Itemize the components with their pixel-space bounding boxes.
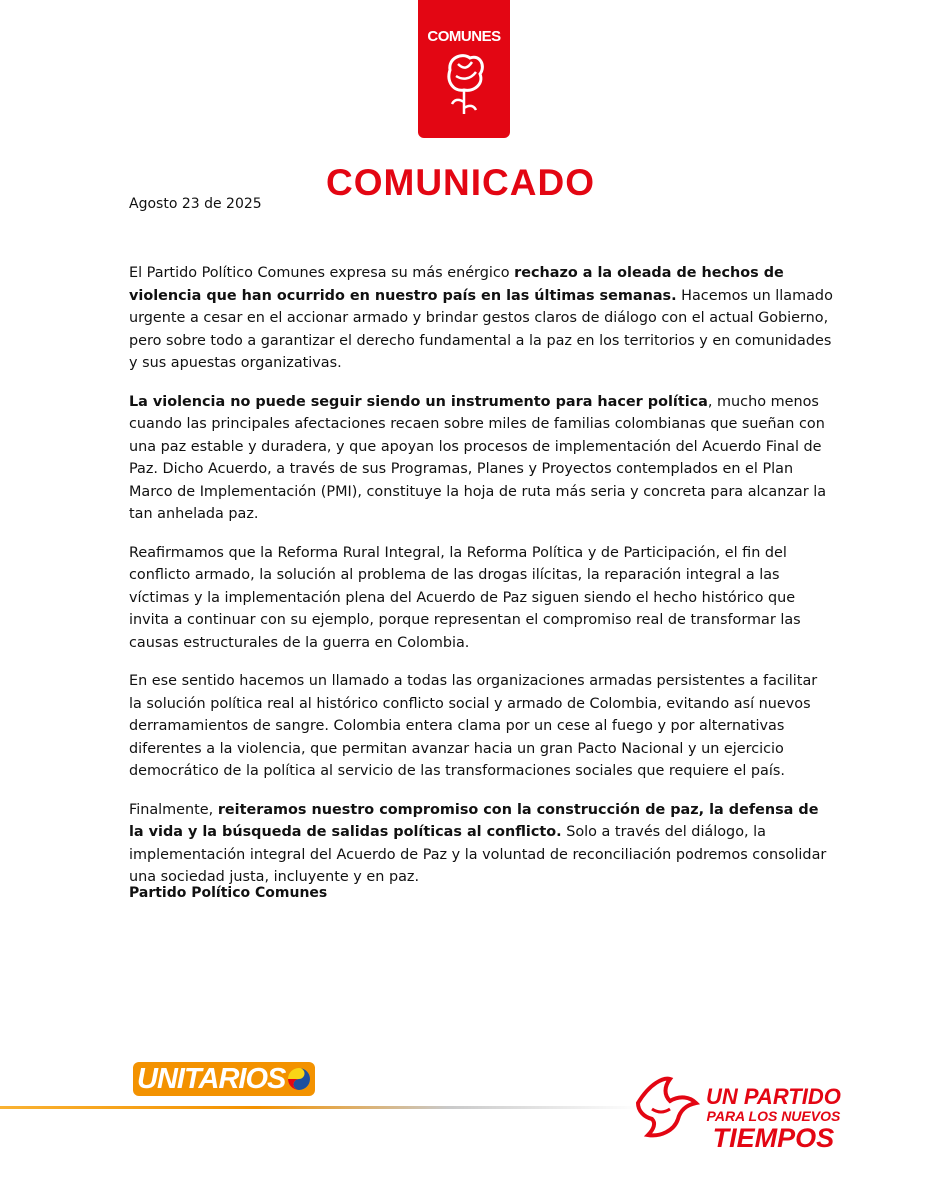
footer-divider: [0, 1106, 640, 1109]
unitarios-logo: [133, 1062, 315, 1096]
comunes-logo: [418, 0, 510, 138]
unitarios-logo-text: UNITARIOS: [137, 1062, 286, 1095]
comunes-logo-text: COMUNES: [427, 28, 501, 45]
slogan-line-3: TIEMPOS: [712, 1123, 835, 1153]
paragraph-1: [129, 262, 834, 375]
paragraph-5-bold: reiteramos nuestro compromiso con la construcción de paz, la defensa de la vida y la búsqueda de salidas políticas al conflicto.: [129, 801, 819, 840]
document-date: Agosto 23 de 2025: [129, 196, 262, 212]
paragraph-5: [129, 799, 834, 889]
page-title: COMUNICADO: [326, 162, 595, 203]
paragraph-1-text-end: Hacemos un llamado urgente a cesar en el accionar armado y brindar gestos claros de diálogo con el actual Gobierno, pero sobre todo a garantizar el derecho fundamental a la paz en los territorios y en comunidades y sus apuestas organizativas.: [129, 287, 833, 371]
paragraph-2-bold: La violencia no puede seguir siendo un instrumento para hacer política: [129, 393, 708, 410]
paragraph-4: En ese sentido hacemos un llamado a todas las organizaciones armadas persistentes a facilitar la solución política real al histórico conflicto social y armado de Colombia, evitando así nuevos derramamientos de sangre. Colombia entera clama por un cese al fuego y por alternativas diferentes a la violencia, que permitan avanzar hacia un gran Pacto Nacional y un ejercicio democrático de la política al servicio de las transformaciones sociales que requiere el país.: [129, 673, 818, 779]
paragraph-5-text: Finalmente,: [129, 801, 218, 818]
slogan-line-2: PARA LOS NUEVOS: [706, 1108, 841, 1124]
paragraph-3: Reafirmamos que la Reforma Rural Integral, la Reforma Política y de Participación, el fin del conflicto armado, la solución al problema de las drogas ilícitas, la reparación integral a las víctimas y la implementación plena del Acuerdo de Paz siguen siendo el hecho histórico que invita a continuar con su ejemplo, porque representan el compromiso real de transformar las causas estructurales de la guerra en Colombia.: [129, 544, 801, 651]
rose-icon: [440, 50, 488, 124]
document-body: [129, 262, 834, 905]
party-slogan: [706, 1086, 841, 1152]
paragraph-1-text: El Partido Político Comunes expresa su más enérgico: [129, 265, 515, 281]
yin-yang-icon: [287, 1067, 311, 1091]
slogan-line-1: UN PARTIDO: [706, 1084, 841, 1109]
paragraph-5-text-end: Solo a través del diálogo, la implementación integral del Acuerdo de Paz y la voluntad de reconciliación podremos consolidar una sociedad justa, incluyente y en paz.: [129, 824, 827, 885]
signature: Partido Político Comunes: [129, 885, 328, 901]
paragraph-2-text: , mucho menos cuando las principales afectaciones recaen sobre miles de familias colombianas que sueñan con una paz estable y duradera, y que apoyan los procesos de implementación del Acuerdo Final de Paz. Dicho Acuerdo, a través de sus Programas, Planes y Proyectos contemplados en el Plan Marco de Implementación (PMI), constituye la hoja de ruta más seria y concreta para alcanzar la tan anhelada paz.: [129, 393, 827, 522]
paragraph-1-bold: rechazo a la oleada de hechos de violencia que han ocurrido en nuestro país en las últimas semanas.: [129, 265, 784, 304]
dove-icon: [630, 1073, 702, 1143]
paragraph-2: [129, 391, 834, 526]
